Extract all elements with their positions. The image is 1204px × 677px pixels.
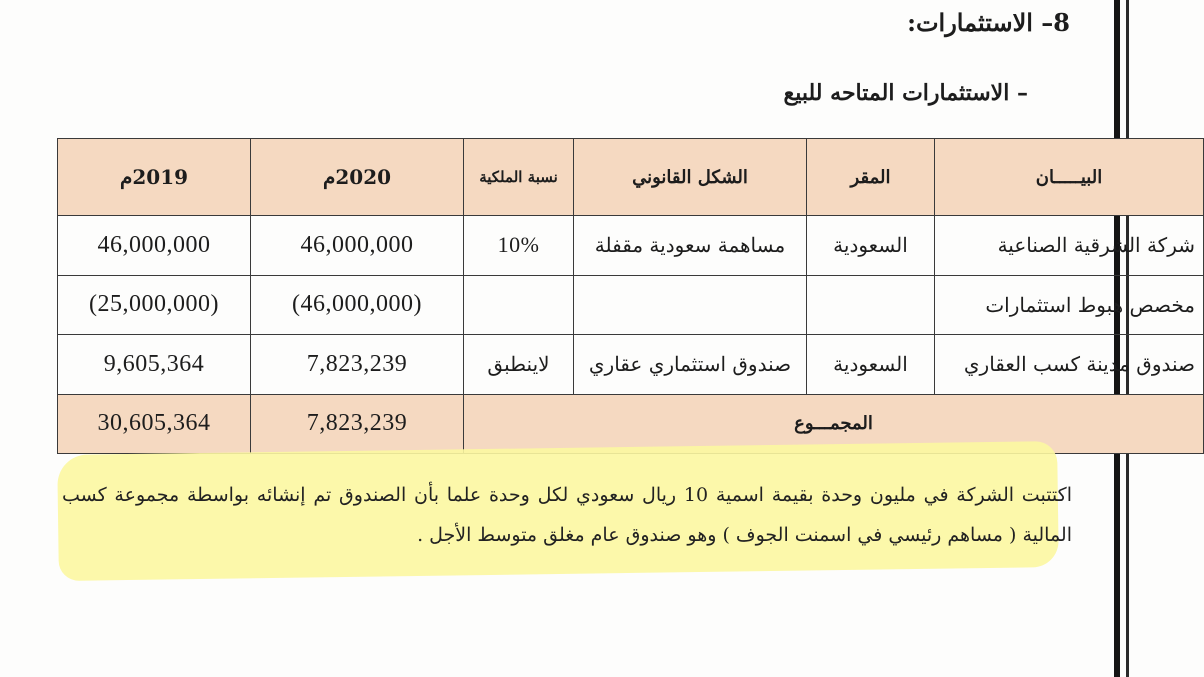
row-description: شركة الشرقية الصناعية xyxy=(935,216,1204,276)
total-value-2019: 30,605,364 xyxy=(58,394,251,454)
row-legal-form: صندوق استثماري عقاري xyxy=(574,335,807,395)
table-row xyxy=(58,335,1204,395)
row-ownership: لاينطبق xyxy=(464,335,574,395)
header-legal-form: الشكل القانوني xyxy=(574,139,807,216)
total-value-2020: 7,823,239 xyxy=(251,394,464,454)
header-ownership: نسبة الملكية xyxy=(464,139,574,216)
row-value-2019: 46,000,000 xyxy=(58,216,251,276)
section-heading: 8– الاستثمارات: xyxy=(907,8,1070,37)
header-hq: المقر xyxy=(807,139,935,216)
investments-table xyxy=(57,138,1204,454)
row-description: مخصص هبوط استثمارات xyxy=(935,275,1204,335)
row-ownership: 10% xyxy=(464,216,574,276)
row-legal-form: مساهمة سعودية مقفلة xyxy=(574,216,807,276)
row-description: صندوق مدينة كسب العقاري xyxy=(935,335,1204,395)
header-2020: 2020م xyxy=(251,139,464,216)
total-label: المجمـــوع xyxy=(464,394,1204,454)
subsection-heading: – الاستثمارات المتاحه للبيع xyxy=(783,80,1028,106)
row-legal-form xyxy=(574,275,807,335)
row-hq: السعودية xyxy=(807,216,935,276)
row-value-2020: 46,000,000 xyxy=(251,216,464,276)
row-hq: السعودية xyxy=(807,335,935,395)
note-paragraph: اكتتبت الشركة في مليون وحدة بقيمة اسمية 10 ريال سعودي لكل وحدة علما بأن الصندوق تم إنشائه بواسطة مجموعة كسب المالية ( مساهم رئيسي في اسمنت الجوف ) وهو صندوق عام مغلق متوسط الأجل . xyxy=(62,484,1072,546)
table-row xyxy=(58,275,1204,335)
row-value-2020: 7,823,239 xyxy=(251,335,464,395)
header-2019: 2019م xyxy=(58,139,251,216)
header-description: البيـــــان xyxy=(935,139,1204,216)
row-ownership xyxy=(464,275,574,335)
row-value-2019: 9,605,364 xyxy=(58,335,251,395)
table-row xyxy=(58,216,1204,276)
table-header-row xyxy=(58,139,1204,216)
row-hq xyxy=(807,275,935,335)
row-value-2020: (46,000,000) xyxy=(251,275,464,335)
row-value-2019: (25,000,000) xyxy=(58,275,251,335)
